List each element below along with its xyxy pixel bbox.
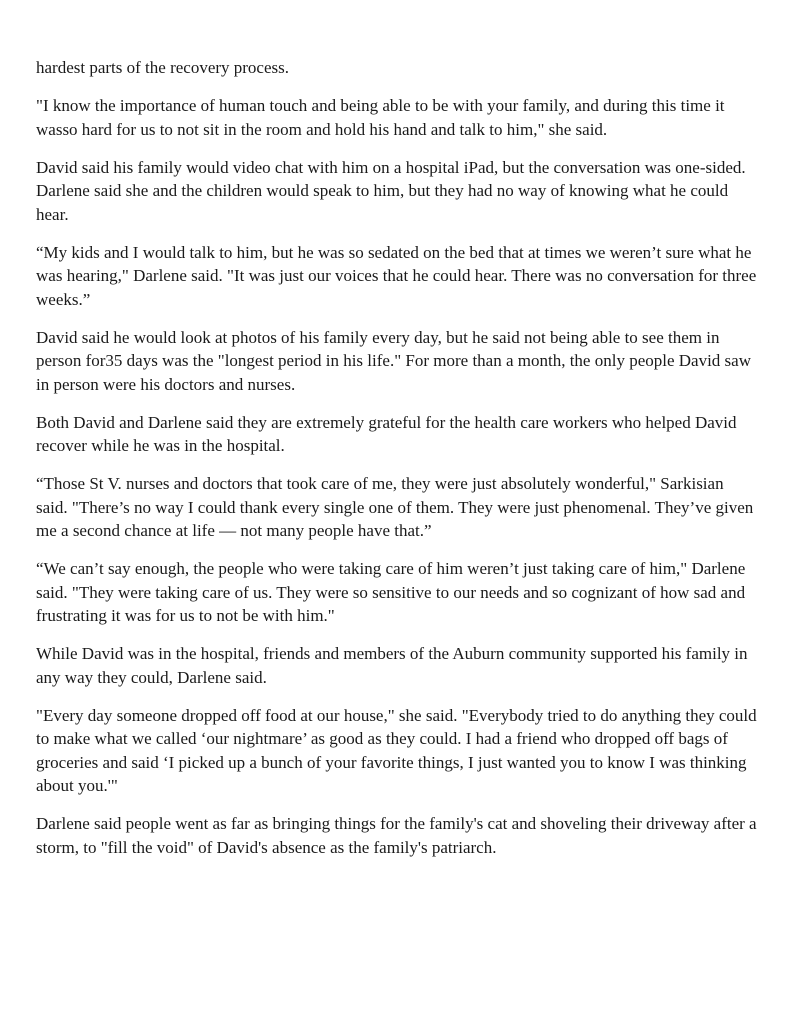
paragraph-5: David said he would look at photos of his family every day, but he said not being able to see them in person for35 days was the "longest period in his life." For more than a month, the only people David saw in person were his doctors and nurses. [36, 327, 751, 394]
paragraph-4: “My kids and I would talk to him, but he was so sedated on the bed that at times we weren’t sure what he was hearing," Darlene said. "It was just our voices that he could hear. There was no conversation for three weeks.” [36, 242, 757, 309]
paragraph-2: "I know the importance of human touch and being able to be with your family, and during this time it wasso hard for us to not sit in the room and hold his hand and talk to him," she said. [36, 96, 725, 139]
paragraph-11: Darlene said people went as far as bringing things for the family's cat and shoveling their driveway after a storm, to "fill the void" of David's absence as the family's patriarch. [36, 814, 757, 857]
paragraph-7: “Those St V. nurses and doctors that took care of me, they were just absolutely wonderful," Sarkisian said. "There’s no way I could thank every single one of them. They were just phenomenal. They’ve given me a second chance at life — not many people have that.” [36, 474, 754, 540]
paragraph-10: "Every day someone dropped off food at our house," she said. "Everybody tried to do anything they could to make what we called ‘our nightmare’ as good as they could. I had a friend who dropped off bags of groceries and said ‘I picked up a bunch of your favorite things, I just wanted you to know I was thinking about you.'" [36, 705, 757, 795]
paragraph-3: David said his family would video chat with him on a hospital iPad, but the conversation was one-sided. Darlene said she and the children would speak to him, but they had no way of knowing what he could hear. [36, 157, 746, 224]
paragraph-9: While David was in the hospital, friends and members of the Auburn community supported his family in any way they could, Darlene said. [36, 644, 748, 687]
paragraph-1: hardest parts of the recovery process. [36, 58, 290, 77]
article-body [36, 56, 758, 874]
paragraph-6: Both David and Darlene said they are extremely grateful for the health care workers who helped David recover while he was in the hospital. [36, 412, 737, 455]
paragraph-8: “We can’t say enough, the people who were taking care of him weren’t just taking care of him," Darlene said. "They were taking care of us. They were so sensitive to our needs and so cognizant of how sad and frustrating it was for us to not be with him." [36, 559, 746, 625]
